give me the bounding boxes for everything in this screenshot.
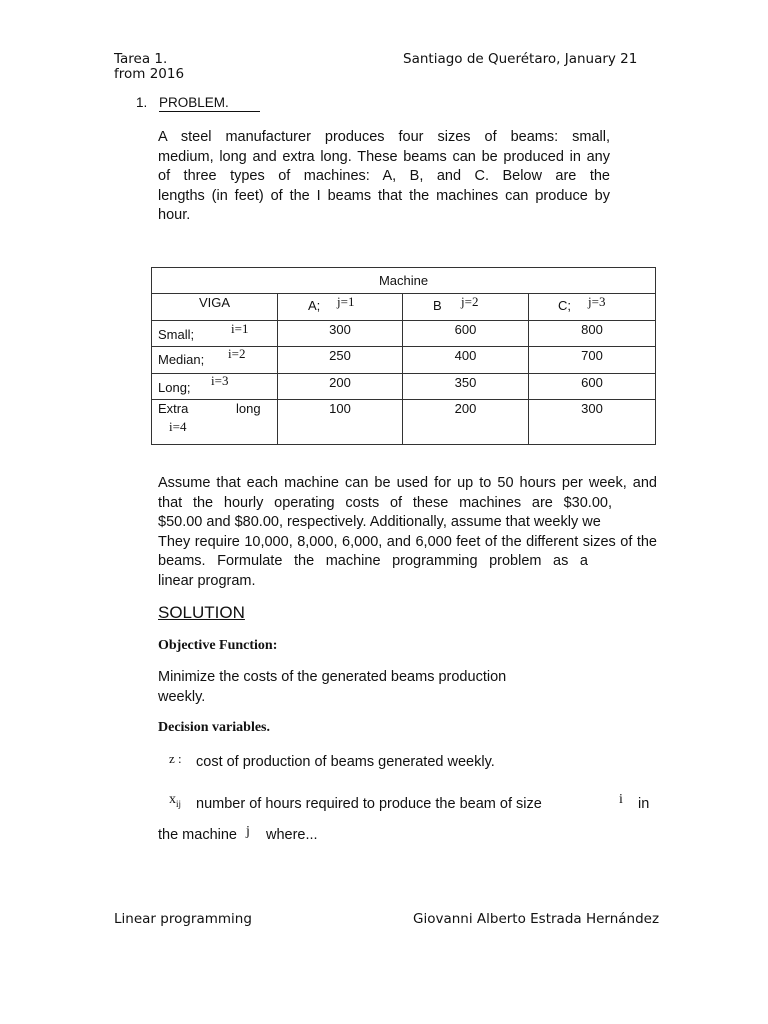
table-cell: 200	[278, 374, 403, 400]
text-line: hour.	[158, 207, 191, 223]
row-label: Median;	[158, 352, 205, 367]
machine-line-start: the machine	[158, 827, 237, 843]
text-line: medium, long and extra long. These beams can be produced in any	[158, 148, 610, 165]
text-line: of three types of machines: A, B, and C. Below are the	[158, 168, 610, 184]
column-index: j=2	[461, 294, 479, 309]
row-index: i=1	[231, 321, 249, 336]
solution-heading: SOLUTION	[158, 603, 245, 622]
column-label: C;	[558, 298, 571, 313]
column-label: A;	[308, 298, 321, 313]
row-label-long	[152, 374, 278, 400]
row-index: i=2	[228, 346, 246, 361]
objective-text	[158, 668, 658, 707]
problem-intro	[158, 128, 610, 226]
column-index: j=3	[588, 294, 606, 309]
decision-heading: Decision variables.	[158, 720, 270, 735]
row-label-median	[152, 347, 278, 374]
text-line: beams. Formulate the machine programming problem as a	[158, 553, 588, 569]
row-index: i=3	[211, 373, 229, 388]
table-cell: 300	[529, 400, 656, 445]
table-title: Machine	[152, 268, 656, 294]
header-right: Santiago de Querétaro, January 21	[403, 51, 638, 67]
variable-j-symbol: j	[246, 824, 250, 839]
column-header-c	[529, 294, 656, 321]
text-line: that the hourly operating costs of these machines are $30.00,	[158, 494, 612, 511]
text-line: lengths (in feet) of the I beams that the machines can produce by	[158, 187, 610, 204]
text-line: Minimize the costs of the generated beams production	[158, 669, 507, 685]
variable-z-symbol: z :	[169, 751, 182, 766]
footer-right: Giovanni Alberto Estrada Hernández	[413, 911, 660, 927]
text-line: weekly.	[158, 688, 206, 705]
row-index: i=4	[169, 419, 187, 434]
machine-table	[151, 267, 656, 445]
row-label: Small;	[158, 327, 195, 342]
text-line: linear program.	[158, 572, 256, 589]
machine-line-end: where...	[266, 827, 318, 843]
problem-title: PROBLEM.	[159, 95, 260, 112]
text-line: $50.00 and $80.00, respectively. Additionally, assume that weekly we	[158, 514, 601, 530]
variable-x-base: x	[169, 792, 176, 807]
variable-x-description: number of hours required to produce the beam of size	[196, 796, 542, 812]
text-line: A steel manufacturer produces four sizes of beams: small,	[158, 129, 610, 145]
row-label-extra-long	[152, 400, 278, 445]
header-left-line1: Tarea 1.	[114, 51, 168, 67]
table-cell: 200	[403, 400, 529, 445]
row-label: Extra	[158, 401, 189, 416]
row-label-continued: long	[236, 401, 261, 416]
table-cell: 250	[278, 347, 403, 374]
column-header-b	[403, 294, 529, 321]
table-cell: 700	[529, 347, 656, 374]
variable-x-symbol	[169, 792, 181, 809]
variable-z-description: cost of production of beams generated weekly.	[196, 754, 495, 770]
text-line: They require 10,000, 8,000, 6,000, and 6,000 feet of the different sizes of the	[158, 533, 657, 550]
table-cell: 100	[278, 400, 403, 445]
row-label: Long;	[158, 380, 191, 395]
assumption-paragraph	[158, 474, 658, 591]
header-left-line2: from 2016	[114, 66, 185, 82]
table-cell: 300	[278, 321, 403, 347]
variable-x-subscript: ij	[176, 798, 182, 809]
table-cell: 800	[529, 321, 656, 347]
objective-heading: Objective Function:	[158, 638, 278, 653]
text-line: Assume that each machine can be used for up to 50 hours per week, and	[158, 475, 657, 491]
variable-x-in: in	[638, 796, 650, 812]
table-cell: 600	[529, 374, 656, 400]
table-cell: 600	[403, 321, 529, 347]
variable-i-symbol: i	[619, 792, 623, 807]
footer-left: Linear programming	[114, 911, 252, 927]
row-label-small	[152, 321, 278, 347]
table-cell: 400	[403, 347, 529, 374]
column-index: j=1	[337, 294, 355, 309]
table-corner: VIGA	[152, 294, 278, 321]
column-header-a	[278, 294, 403, 321]
column-label: B	[433, 298, 442, 313]
problem-number: 1.	[136, 95, 148, 110]
table-cell: 350	[403, 374, 529, 400]
